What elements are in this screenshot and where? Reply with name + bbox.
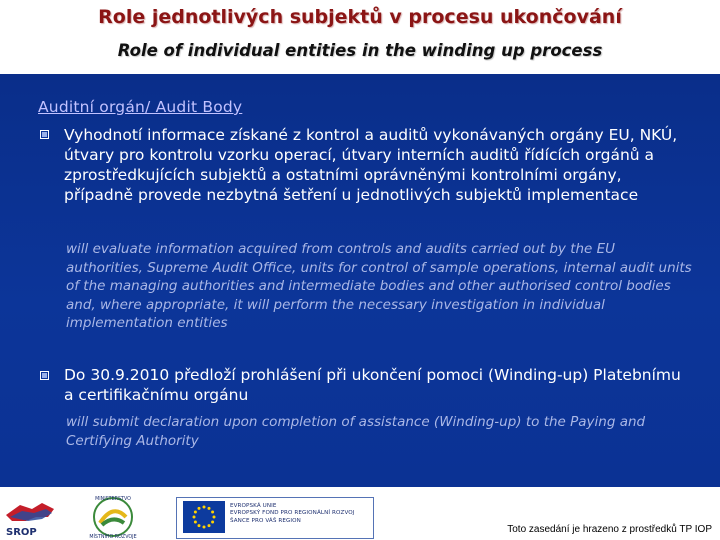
item-2-english: will submit declaration upon completion of assistance (Winding-up) to the Paying and Certifying Authority: [66, 414, 646, 449]
slide-body: [0, 74, 720, 487]
slide-header: [0, 0, 720, 74]
svg-text:MINISTERSTVO: MINISTERSTVO: [95, 497, 131, 502]
ministry-logo-icon: [80, 493, 146, 539]
srop-logo-text: SROP: [6, 527, 37, 538]
square-bullet-icon: [40, 371, 49, 380]
item-1-english: will evaluate information acquired from controls and audits carried out by the EU authorities, Supreme Audit Office, units for control of sample operations, internal audit units of the managing authorities and intermediate bodies and other authorised control bodies and, where appropriate, it will perform the necessary investigation in individual implementation entities: [66, 241, 692, 331]
square-bullet-icon: [40, 130, 49, 139]
svg-text:MÍSTNÍHO ROZVOJE: MÍSTNÍHO ROZVOJE: [89, 535, 137, 539]
title-czech: Role jednotlivých subjektů v procesu ukončování: [98, 6, 622, 28]
eu-text-lines: EVROPSKÁ UNIE EVROPSKÝ FOND PRO REGIONÁLNÍ ROZVOJ ŠANCE PRO VÁŠ REGION: [230, 503, 355, 524]
item-1-czech: Vyhodnotí informace získané z kontrol a auditů vykonávaných orgány EU, NKÚ, útvary pro kontrolu vzorku operací, útvary interních auditů řídících orgánů a zprostředkujících subjektů a ostatními oprávněnými kontrolními orgány, případně provede nezbytná šetření u jednotlivých subjektů implementace: [64, 126, 678, 204]
title-english: Role of individual entities in the winding up process: [117, 41, 603, 60]
funding-note: Toto zasedání je hrazeno z prostředků TP IOP: [507, 524, 712, 535]
slide-footer: [0, 487, 720, 540]
eu-funding-block: [176, 497, 374, 539]
item-2-czech: Do 30.9.2010 předloží prohlášení při ukončení pomoci (Winding-up) Platebnímu a certifikačnímu orgánu: [64, 366, 681, 404]
srop-logo-icon: [2, 495, 60, 539]
eu-flag-icon: [183, 501, 225, 533]
section-heading: Auditní orgán/ Audit Body: [38, 98, 243, 116]
